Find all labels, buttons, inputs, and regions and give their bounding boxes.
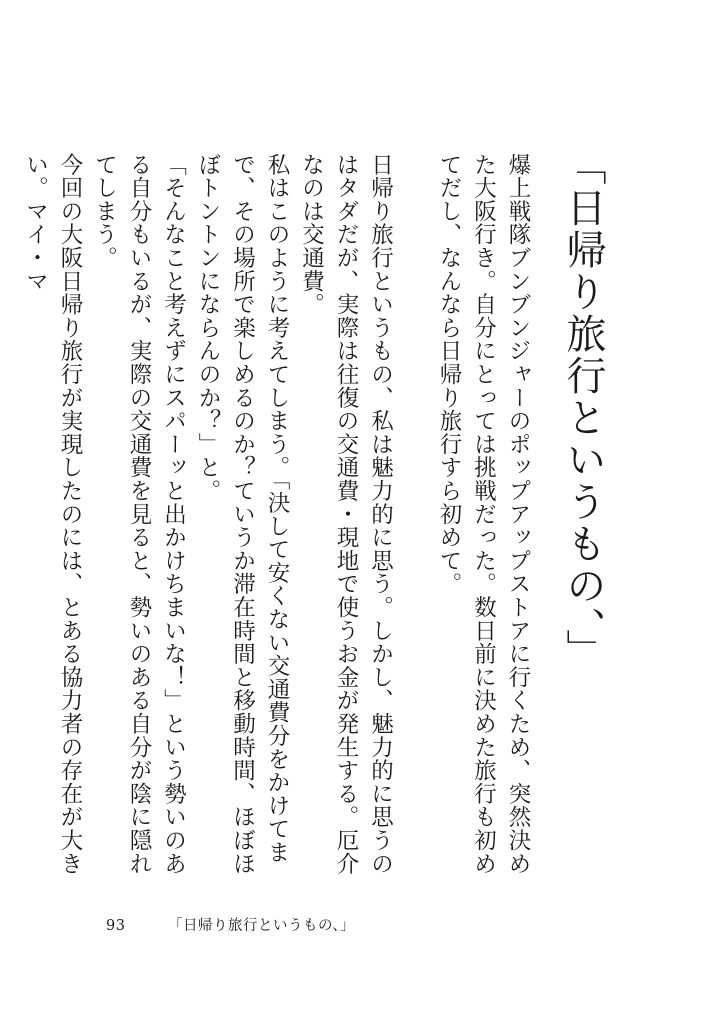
paragraph-3: 私はこのように考えてしまう。「決して安くない交通費分をかけてまで、その場所で楽しめるのか？ていうか滞在時間と移動時間、ほぼほぼトントンにならんのか？」と。 — [195, 153, 290, 876]
paragraph-2: 日帰り旅行というもの、私は魅力的に思う。しかし、魅力的に思うのはタダだが、実際は往復の交通費・現地で使うお金が発生する。厄介なのは交通費。 — [298, 153, 394, 876]
page-number: 93 — [106, 918, 126, 934]
chapter-title: 「日帰り旅行というもの、」 — [560, 145, 606, 671]
paragraph-1: 爆上戦隊ブンブンジャーのポップアップストアに行くため、突然決めた大阪行き。自分にとっては挑戦だった。数日前に決めた旅行も初めてだし、なんなら日帰り旅行すら初めて。 — [436, 153, 531, 876]
page-footer — [106, 914, 355, 935]
paragraph-5: 今回の大阪日帰り旅行が実現したのには、とある協力者の存在が大きい。マイ・マ — [22, 153, 83, 876]
running-title: 「日帰り旅行というもの、」 — [168, 918, 356, 934]
body-text — [22, 153, 535, 898]
paragraph-4: 「そんなこと考えずにスパーッと出かけちまいな！」という勢いのある自分もいるが、実際の交通費を見ると、勢いのある自分が陰に隠れてしまう。 — [91, 153, 187, 876]
